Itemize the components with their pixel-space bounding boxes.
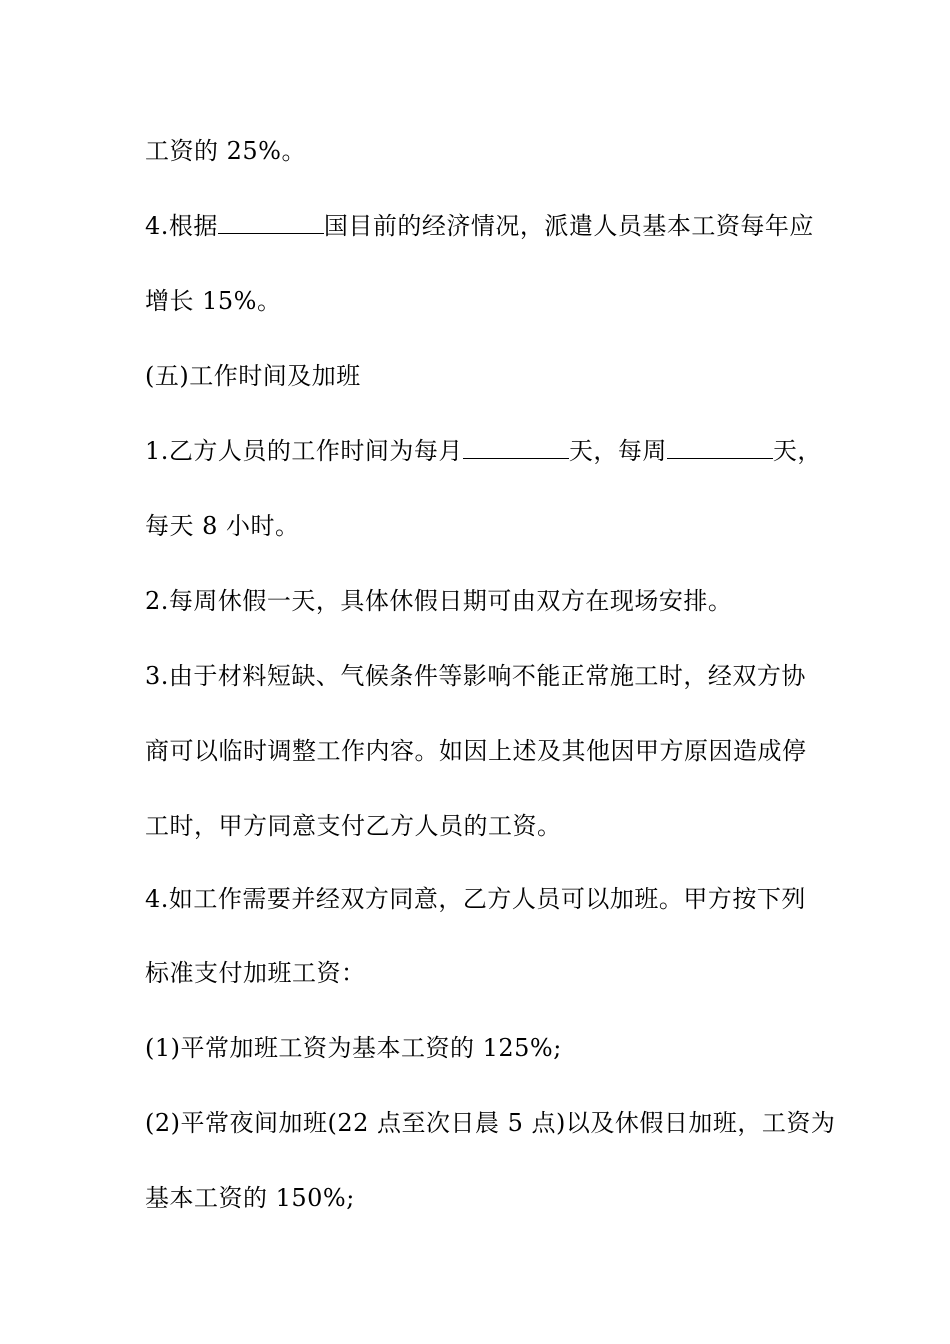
- line-text: 2.每周休假一天，具体休假日期可由双方在现场安排。: [145, 587, 733, 615]
- text-line: [145, 511, 300, 541]
- fill-in-blank: [667, 436, 773, 459]
- line-text: 每天 8 小时。: [145, 512, 300, 540]
- text-line: [145, 436, 822, 466]
- text-line: [145, 1108, 835, 1138]
- line-text: 商可以临时调整工作内容。如因上述及其他因甲方原因造成停: [145, 737, 807, 765]
- line-text: 增长 15%。: [145, 287, 282, 315]
- line-text: (五)工作时间及加班: [145, 362, 361, 390]
- line-text: (1)平常加班工资为基本工资的 125%;: [145, 1034, 562, 1062]
- line-text: 基本工资的 150%;: [145, 1184, 355, 1212]
- line-text: 天，每周: [568, 437, 667, 465]
- text-line: [145, 1183, 355, 1213]
- line-text: 工时，甲方同意支付乙方人员的工资。: [145, 812, 562, 840]
- line-text: 工资的 25%。: [145, 137, 306, 165]
- line-text: 3.由于材料短缺、气候条件等影响不能正常施工时，经双方协: [145, 662, 806, 690]
- fill-in-blank: [218, 211, 324, 234]
- text-line: [145, 884, 806, 914]
- text-line: [145, 661, 806, 691]
- line-text: (2)平常夜间加班(22 点至次日晨 5 点)以及休假日加班，工资为: [145, 1109, 836, 1137]
- text-line: [145, 1033, 562, 1063]
- line-text: 1.乙方人员的工作时间为每月: [145, 437, 463, 465]
- line-text: 天，: [772, 437, 822, 465]
- line-text: 4.如工作需要并经双方同意，乙方人员可以加班。甲方按下列: [145, 885, 806, 913]
- line-text: 标准支付加班工资：: [145, 959, 366, 987]
- line-text: 4.根据: [145, 212, 218, 240]
- text-line: [145, 286, 281, 316]
- text-line: [145, 211, 814, 241]
- line-text: 国目前的经济情况，派遣人员基本工资每年应: [323, 212, 814, 240]
- section-heading: [145, 361, 361, 391]
- text-line: [145, 811, 562, 841]
- text-line: [145, 736, 807, 766]
- fill-in-blank: [463, 436, 569, 459]
- text-line: [145, 136, 306, 166]
- text-line: [145, 586, 732, 616]
- text-line: [145, 958, 366, 988]
